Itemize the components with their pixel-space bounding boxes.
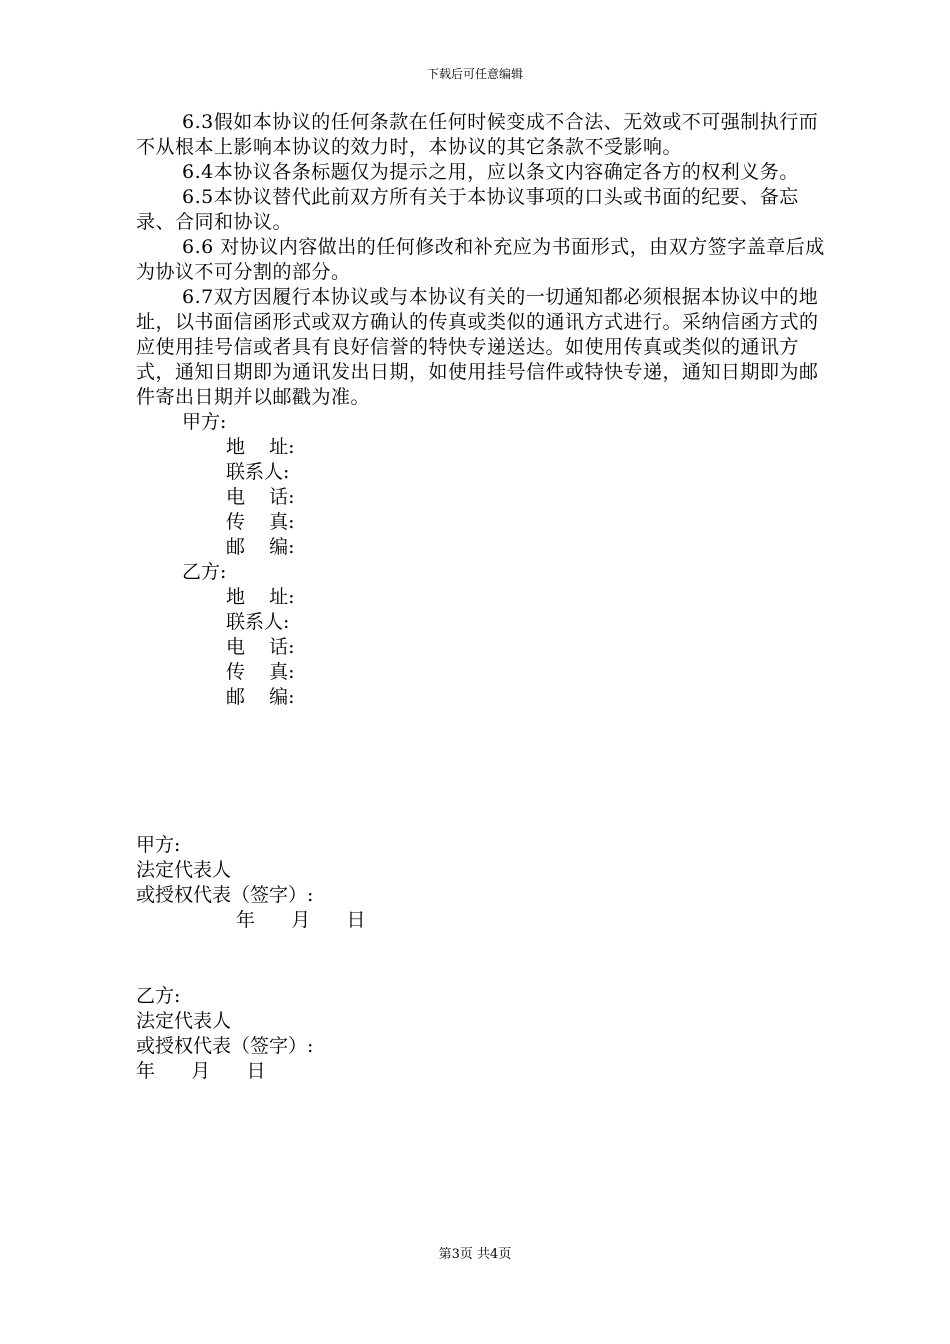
party-a-title: 甲方: bbox=[182, 411, 227, 433]
document-body bbox=[136, 110, 836, 710]
signature-a-rep: 法定代表人 bbox=[136, 859, 232, 881]
party-b-contact: 联系人: bbox=[226, 611, 290, 633]
party-a-fax: 传 真: bbox=[226, 511, 295, 533]
party-a-block bbox=[136, 410, 836, 560]
signature-a-auth: 或授权代表（签字）: bbox=[136, 884, 314, 906]
signature-b-rep: 法定代表人 bbox=[136, 1010, 232, 1032]
party-b-postcode: 邮 编: bbox=[226, 686, 295, 708]
signature-a-party: 甲方: bbox=[136, 834, 181, 856]
signature-block-b bbox=[136, 984, 636, 1084]
signature-block-a bbox=[136, 833, 636, 933]
clause-6-4: 6.4本协议各条标题仅为提示之用，应以条文内容确定各方的权利义务。 bbox=[182, 161, 799, 183]
clause-6-6: 6.6 对协议内容做出的任何修改和补充应为书面形式，由双方签字盖章后成为协议不可分割的部分。 bbox=[136, 236, 825, 283]
party-b-address: 地 址: bbox=[226, 586, 295, 608]
signature-b-party: 乙方: bbox=[136, 985, 181, 1007]
party-b-phone: 电 话: bbox=[226, 636, 295, 658]
party-b-title: 乙方: bbox=[182, 561, 227, 583]
clause-6-3: 6.3假如本协议的任何条款在任何时候变成不合法、无效或不可强制执行而不从根本上影响本协议的效力时，本协议的其它条款不受影响。 bbox=[136, 111, 819, 158]
party-a-phone: 电 话: bbox=[226, 486, 295, 508]
party-a-contact: 联系人: bbox=[226, 461, 290, 483]
party-a-address: 地 址: bbox=[226, 436, 295, 458]
clause-6-7: 6.7双方因履行本协议或与本协议有关的一切通知都必须根据本协议中的地址，以书面信函形式或双方确认的传真或类似的通讯方式进行。采纳信函方式的应使用挂号信或者具有良好信誉的特快专递送达。如使用传真或类似的通讯方式，通知日期即为通讯发出日期，如使用挂号信件或特快专递，通知日期即为邮件寄出日期并以邮戳为准。 bbox=[136, 286, 819, 408]
signature-b-auth: 或授权代表（签字）: bbox=[136, 1035, 314, 1057]
page-footer: 第3页 共4页 bbox=[438, 1247, 512, 1262]
party-b-block bbox=[136, 560, 836, 710]
party-b-fax: 传 真: bbox=[226, 661, 295, 683]
signature-a-date: 年 月 日 bbox=[236, 909, 366, 931]
page-header: 下载后可任意编辑 bbox=[426, 67, 523, 81]
signature-b-date: 年 月 日 bbox=[136, 1060, 266, 1082]
clause-6-5: 6.5本协议替代此前双方所有关于本协议事项的口头或书面的纪要、备忘录、合同和协议。 bbox=[136, 186, 799, 233]
party-a-postcode: 邮 编: bbox=[226, 536, 295, 558]
